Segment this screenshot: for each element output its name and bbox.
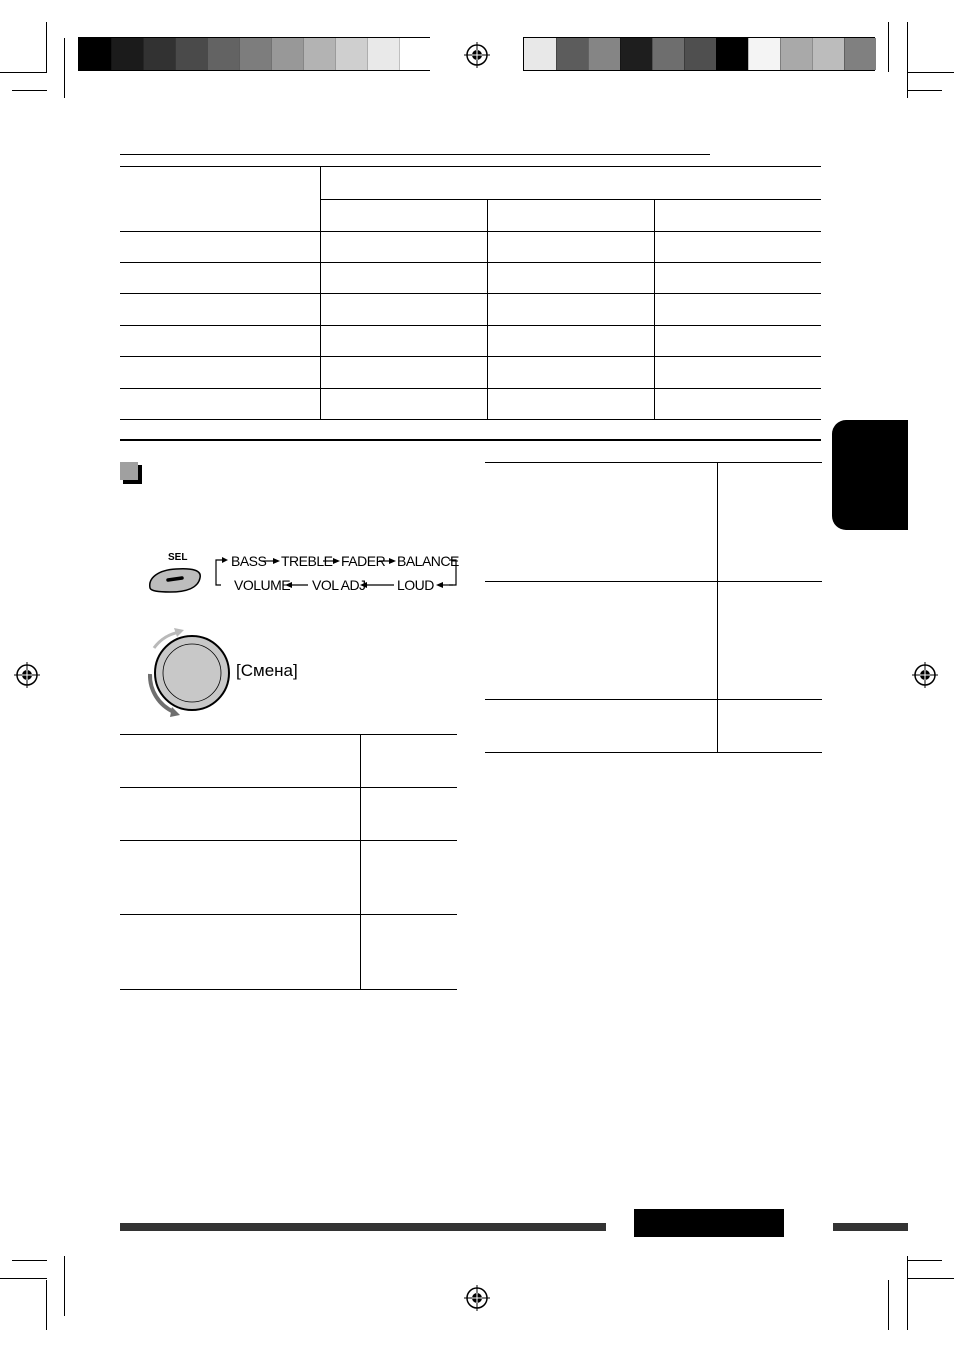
table-row-line <box>485 699 822 700</box>
table-row-line <box>485 581 822 582</box>
color-swatch <box>652 38 684 70</box>
table-row-line <box>320 199 821 200</box>
table-col-line <box>654 199 655 420</box>
color-swatch <box>143 38 175 70</box>
registration-mark-icon <box>462 1283 492 1313</box>
table-row-line <box>120 989 457 990</box>
section-divider <box>120 439 821 441</box>
color-swatch <box>79 38 111 70</box>
color-swatch <box>716 38 748 70</box>
color-swatch <box>780 38 812 70</box>
table-row-line <box>120 419 821 420</box>
sel-button-label: SEL <box>168 552 188 563</box>
crop-mark <box>46 1280 47 1330</box>
crop-mark <box>64 1256 65 1316</box>
crop-mark <box>46 22 47 72</box>
table-row-line <box>120 914 457 915</box>
color-swatch <box>620 38 652 70</box>
table-row-line <box>120 356 821 357</box>
color-bar-left <box>78 37 430 71</box>
crop-mark <box>0 1278 47 1279</box>
language-tab <box>832 420 908 530</box>
crop-mark <box>888 1280 889 1330</box>
color-swatch <box>175 38 207 70</box>
color-swatch <box>367 38 399 70</box>
control-dial-icon <box>140 626 236 720</box>
color-swatch <box>335 38 367 70</box>
top-rule <box>120 154 710 155</box>
table-row-line <box>120 293 821 294</box>
section-marker <box>120 462 142 484</box>
color-swatch <box>239 38 271 70</box>
color-swatch <box>399 38 431 70</box>
crop-mark <box>907 1278 954 1279</box>
table-row-line <box>120 787 457 788</box>
footer-bar-left <box>120 1223 606 1231</box>
left-table <box>120 734 457 990</box>
crop-mark <box>907 1260 942 1261</box>
table-col-line <box>320 166 321 420</box>
table-row-line <box>120 388 821 389</box>
color-swatch <box>844 38 876 70</box>
table-row-line <box>120 840 457 841</box>
sequence-item-balance: BALANCE <box>397 553 459 569</box>
crop-mark <box>0 72 47 73</box>
table-row-line <box>120 734 457 735</box>
settings-table <box>120 166 821 420</box>
color-swatch <box>748 38 780 70</box>
color-swatch <box>271 38 303 70</box>
color-swatch <box>684 38 716 70</box>
registration-mark-icon <box>12 660 42 690</box>
table-row-line <box>120 262 821 263</box>
table-row-line <box>120 325 821 326</box>
crop-mark <box>907 22 908 98</box>
registration-mark-icon <box>462 40 492 70</box>
color-swatch <box>207 38 239 70</box>
sel-button-illustration <box>146 552 206 596</box>
table-row-line <box>120 231 821 232</box>
sequence-item-bass: BASS <box>231 553 267 569</box>
table-row-line <box>120 166 821 167</box>
control-dial-label: [Смена] <box>236 661 298 680</box>
color-swatch <box>812 38 844 70</box>
crop-mark <box>12 1260 47 1261</box>
crop-mark <box>12 90 47 91</box>
color-bar-right <box>523 37 875 71</box>
sequence-item-vol-adj: VOL ADJ <box>312 577 366 593</box>
crop-mark <box>907 90 942 91</box>
sequence-item-fader: FADER <box>341 553 386 569</box>
sequence-item-volume: VOLUME <box>234 577 291 593</box>
crop-mark <box>907 1256 908 1330</box>
color-swatch <box>556 38 588 70</box>
color-swatch <box>588 38 620 70</box>
sel-button-icon <box>146 564 206 596</box>
footer-page-box <box>634 1209 784 1237</box>
crop-mark <box>64 38 65 98</box>
table-col-line <box>360 734 361 990</box>
table-col-line <box>487 199 488 420</box>
sequence-item-loud: LOUD <box>397 577 434 593</box>
sequence-item-treble: TREBLE <box>281 553 333 569</box>
crop-mark <box>907 72 954 73</box>
table-row-line <box>485 462 822 463</box>
color-swatch <box>524 38 556 70</box>
table-row-line <box>485 752 822 753</box>
right-table <box>485 462 822 753</box>
table-col-line <box>717 462 718 753</box>
registration-mark-icon <box>910 660 940 690</box>
crop-mark <box>888 22 889 72</box>
color-swatch <box>111 38 143 70</box>
footer-bar-right <box>833 1223 908 1231</box>
color-swatch <box>303 38 335 70</box>
